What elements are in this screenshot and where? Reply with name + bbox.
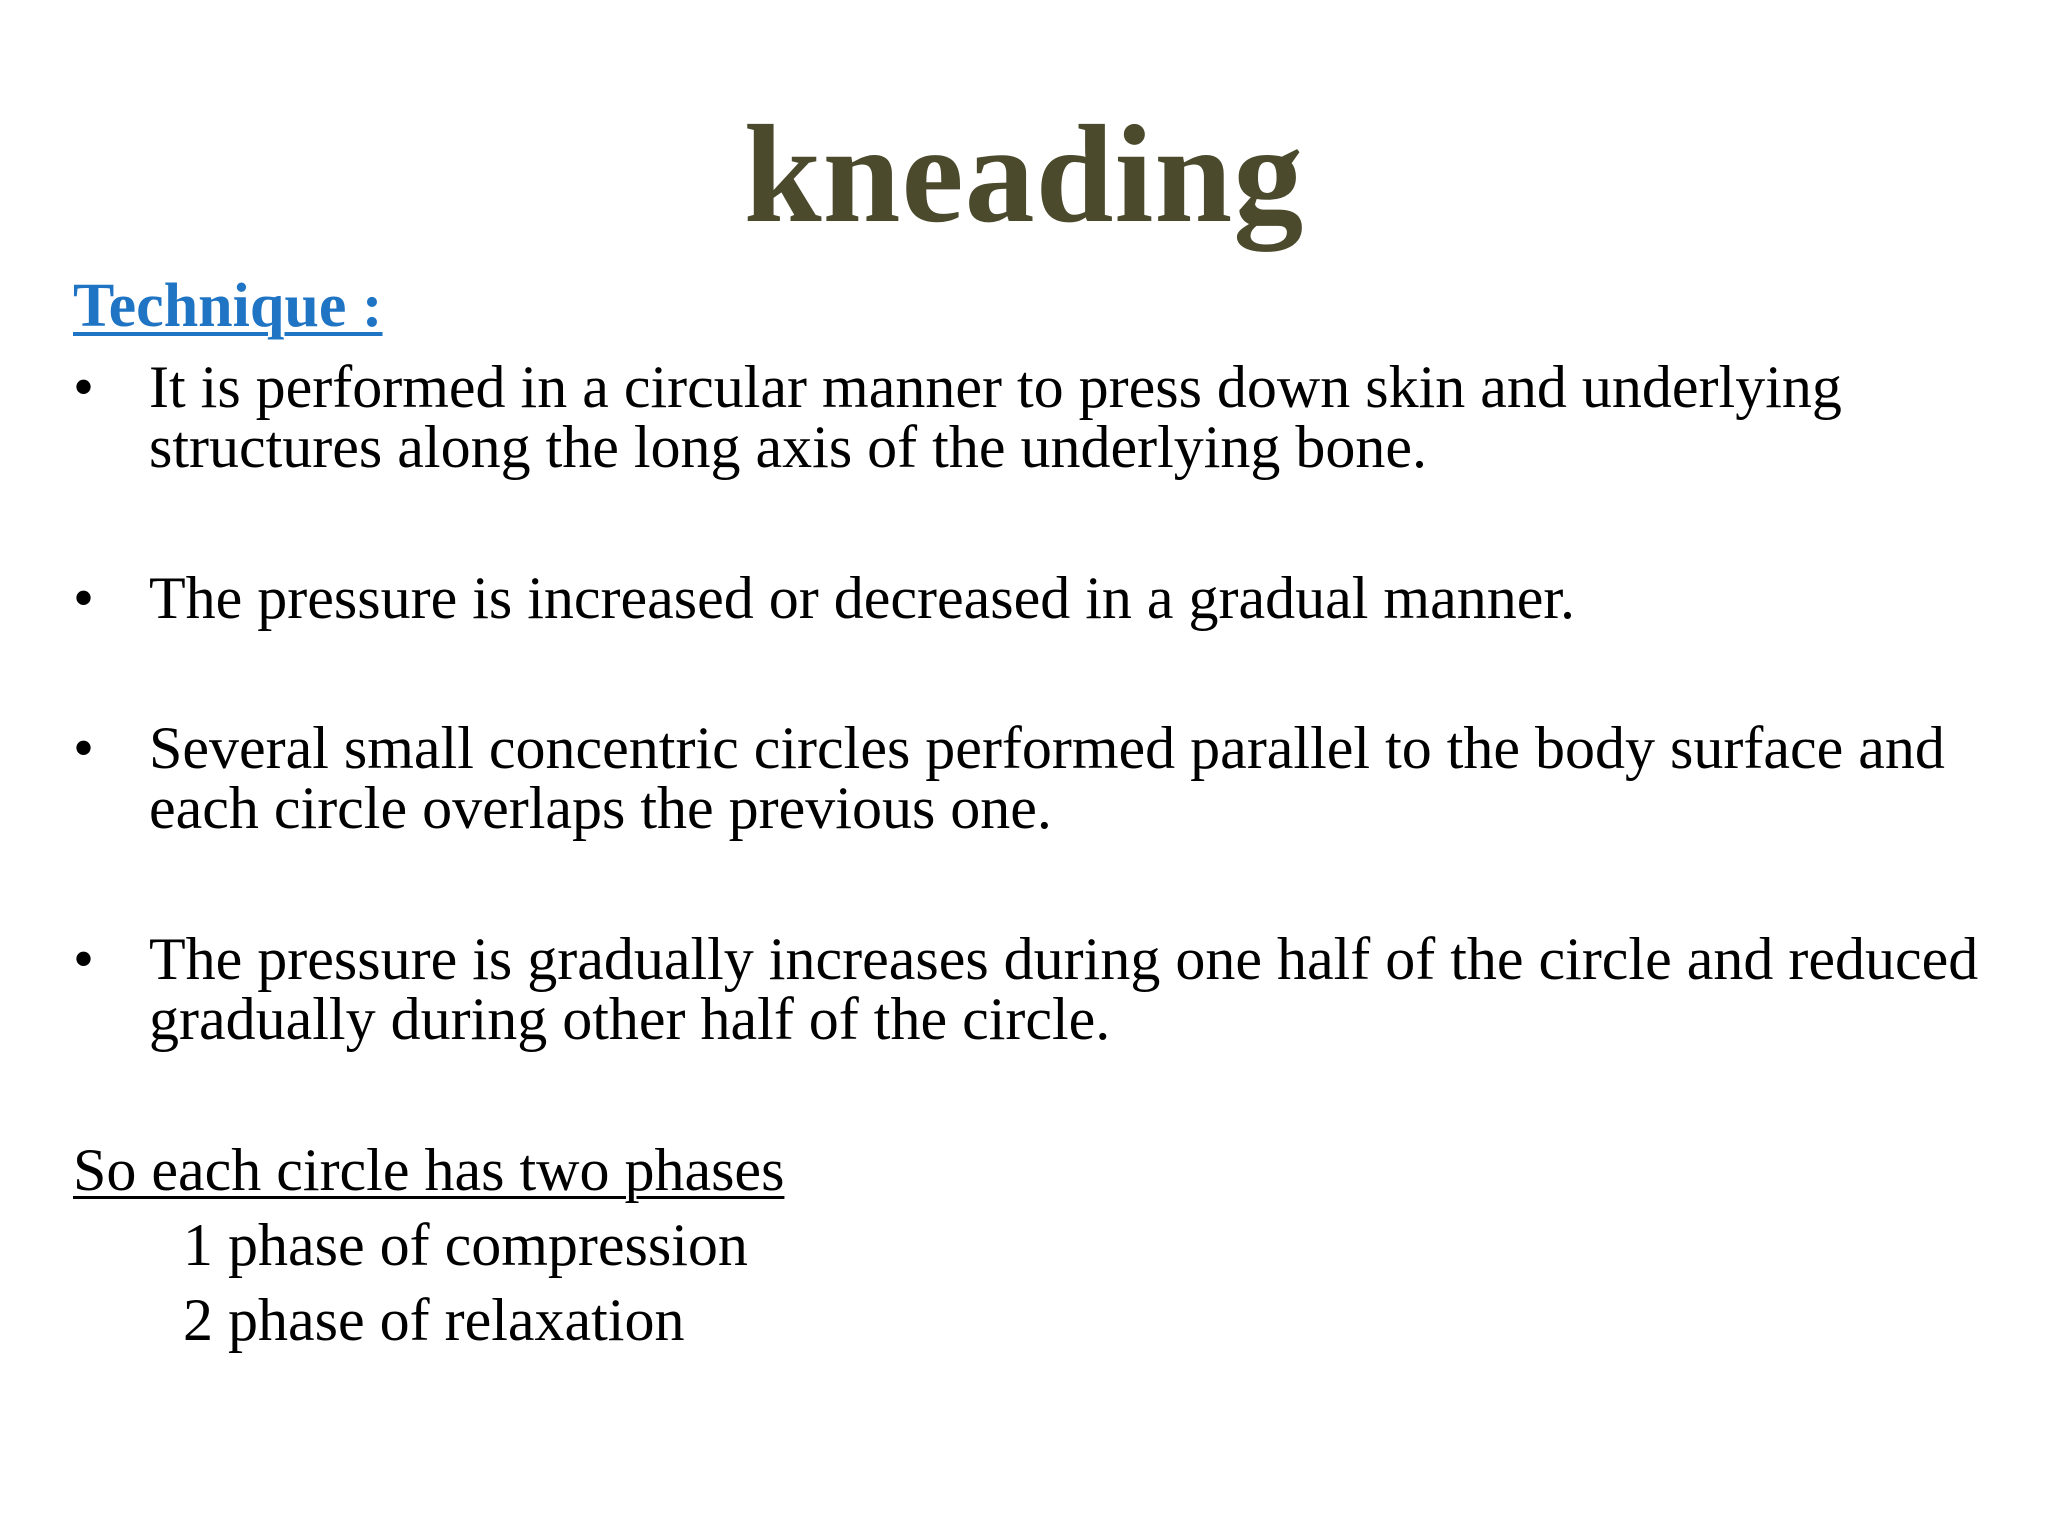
phase-item-compression: 1 phase of compression [183, 1212, 748, 1278]
bullet-text: Several small concentric circles performed parallel to the body surface and each circle overlaps the previous one. [149, 715, 1945, 841]
bullet-text: The pressure is increased or decreased in a gradual manner. [149, 565, 1576, 631]
phase-item-relaxation: 2 phase of relaxation [183, 1287, 685, 1353]
slide-title: kneading [743, 97, 1305, 252]
bullet-marker: • [73, 926, 95, 992]
section-label: Technique : [73, 272, 383, 340]
bullet-marker: • [73, 354, 95, 420]
bullet-marker: • [73, 715, 95, 781]
bullet-marker: • [73, 565, 95, 631]
summary-heading: So each circle has two phases [73, 1137, 785, 1203]
bullet-text: It is performed in a circular manner to press down skin and underlying structures along the long axis of the underlying bone. [149, 354, 1842, 480]
bullet-text: The pressure is gradually increases during one half of the circle and reduced gradually during other half of the circle. [149, 926, 1979, 1052]
